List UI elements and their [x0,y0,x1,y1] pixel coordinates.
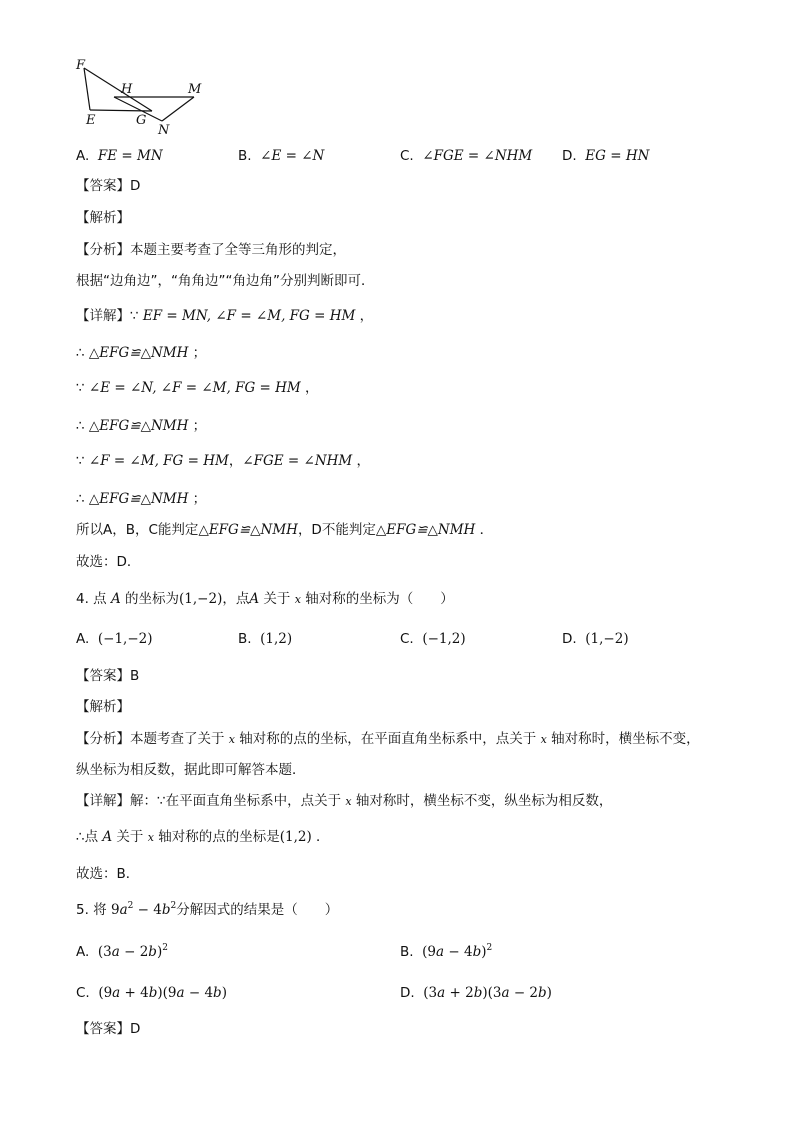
q4-option-a: A. (−1,−2) [76,631,153,647]
q3-detail-3: ∵ ∠E = ∠N, ∠F = ∠M, FG = HM ， [76,380,319,396]
q3-analysis-2: 根据“边角边”，“角角边”“角边角”分别判断即可． [76,273,375,289]
segment-mn [162,97,194,121]
q4-question: 4. 点 A 的坐标为(1,−2)，点A 关于 x 轴对称的坐标为（ ） [76,591,454,607]
q4-option-b: B. (1,2) [238,631,293,647]
label-h: H [121,82,133,97]
q3-option-d: D. EG = HN [562,148,650,164]
q3-detail-2: ∴ △EFG≌△NMH ； [76,345,207,361]
q4-choose: 故选：B． [76,866,140,882]
q3-choose: 故选：D． [76,554,141,570]
q3-detail-1: 【详解】∵ EF = MN, ∠F = ∠M, FG = HM ， [76,308,374,324]
q3-detail-6: ∴ △EFG≌△NMH ； [76,491,207,507]
label-f: F [76,58,86,73]
q4-jiexi-heading: 【解析】 [76,699,130,715]
q4-analysis-2: 纵坐标为相反数，据此即可解答本题． [76,762,306,778]
q5-option-b: B. $(9a - 4b)^2$ [400,943,493,960]
q4-option-d: D. (1,−2) [562,631,629,647]
label-e: E [86,113,96,128]
q3-analysis: 【分析】本题主要考查了全等三角形的判定， [76,242,346,258]
q3-option-a: A. FE = MN [76,148,163,164]
q3-answer: 【答案】D [76,178,141,194]
q3-option-c: C. ∠FGE = ∠NHM [400,148,533,164]
q4-analysis: 【分析】本题考查了关于 x 轴对称的点的坐标，在平面直角坐标系中，点关于 x 轴对称时，横坐标不变， [76,731,700,747]
q5-option-d: D. (3a + 2b)(3a − 2b) [400,985,552,1001]
segment-fe [84,68,90,110]
q5-option-c: C. (9a + 4b)(9a − 4b) [76,985,227,1001]
q5-question: 5. 将 $9a^2 - 4b^2$分解因式的结果是（ ） [76,901,339,918]
q4-answer: 【答案】B [76,668,140,684]
label-m: M [188,82,202,97]
q4-detail-1: 【详解】解：∵在平面直角坐标系中，点关于 x 轴对称时，横坐标不变，纵坐标为相反数， [76,793,613,809]
segment-fg [84,68,152,111]
q5-option-a: A. $(3a - 2b)^2$ [76,943,168,960]
q5-answer: 【答案】D [76,1021,141,1037]
q3-conclusion: 所以A，B，C能判定△EFG≌△NMH，D不能判定△EFG≌△NMH ． [76,522,494,538]
q4-detail-2: ∴点 A 关于 x 轴对称的点的坐标是(1,2) ． [76,829,330,845]
triangle-figure [70,55,220,140]
label-g: G [136,113,147,128]
q3-detail-4: ∴ △EFG≌△NMH ； [76,418,207,434]
q3-option-b: B. ∠E = ∠N [238,148,325,164]
q5-expression: $9a^2 - 4b^2$ [110,901,177,918]
label-n: N [158,123,170,138]
q4-option-c: C. (−1,2) [400,631,466,647]
q3-detail-5: ∵ ∠F = ∠M, FG = HM，∠FGE = ∠NHM ， [76,453,371,469]
q3-jiexi-heading: 【解析】 [76,210,130,226]
